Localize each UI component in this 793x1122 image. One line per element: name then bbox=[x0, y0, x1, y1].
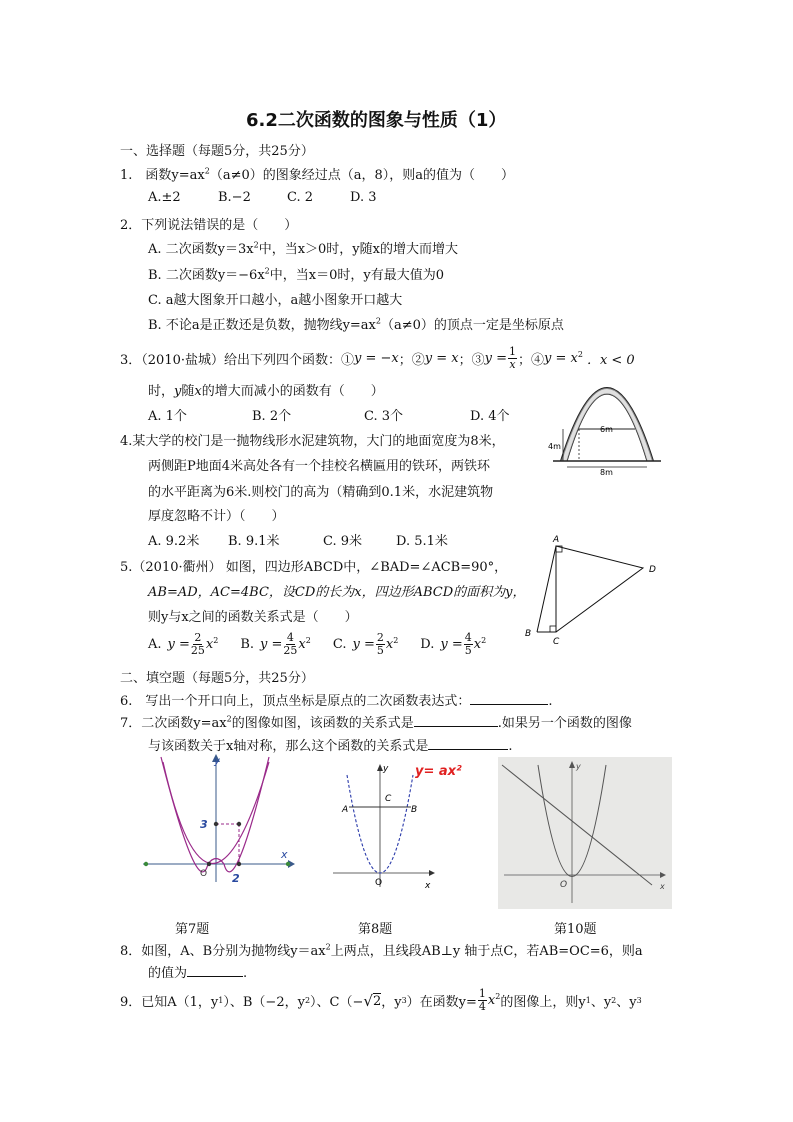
q5-option-letter: A. bbox=[148, 637, 162, 652]
q2-option-c: C. a越大图象开口越小，a越小图象开口越大 bbox=[148, 293, 403, 308]
q1-stem: 1. 函数y=ax bbox=[120, 168, 205, 183]
question-3 bbox=[120, 346, 635, 371]
q4-line-3: 的水平距离为6米.则校门的高为（精确到0.1米，水泥建筑物 bbox=[148, 485, 494, 500]
q2-a-text: A. 二次函数y＝3x bbox=[148, 242, 254, 257]
sqrt-icon: √ bbox=[363, 991, 373, 1010]
q5-frac-num: 4 bbox=[286, 631, 294, 644]
q5-option-letter: C. bbox=[332, 637, 347, 652]
q3-fraction bbox=[508, 346, 517, 371]
fig7-x-label: x bbox=[281, 848, 288, 861]
q7-sup: 2 bbox=[226, 714, 232, 724]
q5-options bbox=[148, 632, 486, 657]
q3-option-d: D. 4个 bbox=[470, 409, 510, 424]
q2-option-b bbox=[148, 264, 444, 283]
q9-fraction bbox=[478, 988, 487, 1013]
figure-10-caption: 第10题 bbox=[554, 922, 597, 937]
figure-8-caption: 第8题 bbox=[358, 922, 393, 937]
q1-option-a: A.±2 bbox=[148, 190, 181, 205]
question-9 bbox=[120, 988, 642, 1013]
q9-text: 的图像上，则y bbox=[500, 995, 586, 1010]
q5-label-d: D bbox=[649, 565, 656, 575]
q9-frac-num: 1 bbox=[478, 987, 486, 1000]
q5-option-x: x bbox=[385, 637, 394, 652]
q3-text: ；② bbox=[398, 353, 425, 368]
q5-frac-den: 25 bbox=[190, 644, 205, 657]
q2-d-text: B. 不论a是正数还是负数，抛物线y=ax bbox=[148, 318, 376, 333]
q1-option-d: D. 3 bbox=[350, 190, 377, 205]
q3-text: 时， bbox=[148, 384, 175, 399]
q9-sub: 3 bbox=[401, 996, 407, 1005]
q3-func-3: y = bbox=[484, 351, 507, 366]
q9-sub: 1 bbox=[585, 996, 591, 1005]
question-6: 6. 写出一个开口向上，顶点坐标是原点的二次函数表达式： . bbox=[120, 690, 553, 709]
q5-frac-num: 2 bbox=[194, 631, 202, 644]
q8-text: 的值为 bbox=[148, 966, 188, 981]
q1-sup: 2 bbox=[204, 166, 210, 176]
q6-answer-blank[interactable] bbox=[470, 691, 548, 705]
question-7 bbox=[120, 712, 632, 731]
figure-7-caption: 第7题 bbox=[175, 922, 210, 937]
q4-option-b: B. 9.1米 bbox=[228, 534, 280, 549]
figure-10-graph bbox=[498, 757, 672, 909]
q2-d-text: （a≠0）的顶点一定是坐标原点 bbox=[380, 318, 564, 333]
q4-label-top: 6m bbox=[600, 425, 613, 434]
q6-text: 6. 写出一个开口向上，顶点坐标是原点的二次函数表达式： bbox=[120, 694, 471, 709]
fig8-label-c: C bbox=[385, 794, 392, 804]
page-title: 6.2二次函数的图象与性质（1） bbox=[246, 110, 507, 131]
q5-option-y: y = bbox=[167, 637, 190, 652]
q9-sub: 3 bbox=[636, 996, 642, 1005]
q1-option-b: B.−2 bbox=[218, 190, 251, 205]
fig7-tick-y: 3 bbox=[200, 818, 208, 831]
q7-text: .如果另一个函数的图像 bbox=[497, 716, 632, 731]
q5-option-y: y = bbox=[440, 637, 463, 652]
q4-line-4: 厚度忽略不计）（ ） bbox=[148, 509, 285, 524]
q5-sup: 2 bbox=[481, 636, 487, 645]
q9-text: 、y bbox=[590, 995, 612, 1010]
q2-b-text: 中，当x＝0时，y有最大值为0 bbox=[269, 268, 444, 283]
question-2: 2．下列说法错误的是（ ） bbox=[120, 218, 298, 233]
section-heading: 二、填空题（每题5分，共25分） bbox=[120, 671, 314, 686]
q7-answer-blank-2[interactable] bbox=[428, 736, 508, 750]
fig8-label-a: A bbox=[342, 805, 349, 815]
q5-line-3: 则y与x之间的函数关系式是（ ） bbox=[148, 610, 358, 625]
q3-option-c: C. 3个 bbox=[364, 409, 404, 424]
q5-sup: 2 bbox=[393, 636, 399, 645]
q9-var: x bbox=[487, 993, 496, 1008]
q8-answer-blank[interactable] bbox=[187, 963, 243, 977]
q5-option-y: y = bbox=[260, 637, 283, 652]
q3-line2 bbox=[148, 380, 384, 399]
q5-option-c-frac bbox=[376, 632, 385, 657]
q3-text: 的增大而减小的函数有（ ） bbox=[201, 384, 384, 399]
fig8-origin-label: O bbox=[375, 878, 383, 888]
q1-stem: （a≠0）的图象经过点（a，8），则a的值为（ ） bbox=[209, 168, 515, 183]
q5-frac-num: 4 bbox=[464, 631, 472, 644]
q5-option-x: x bbox=[205, 637, 214, 652]
q2-sup: 2 bbox=[375, 316, 381, 326]
fig10-y-label: y bbox=[576, 762, 581, 771]
q5-frac-den: 5 bbox=[376, 644, 384, 657]
q9-text: ）在函数y= bbox=[406, 995, 477, 1010]
q9-frac-den: 4 bbox=[478, 1000, 486, 1013]
fig7-tick-x: 2 bbox=[232, 872, 240, 885]
fig10-x-label: x bbox=[660, 882, 665, 891]
q2-sup: 2 bbox=[253, 240, 259, 250]
q9-sup: 2 bbox=[495, 992, 501, 1001]
q3-text: ；④ bbox=[517, 353, 544, 368]
q5-option-x: x bbox=[298, 637, 306, 652]
q7-answer-blank-1[interactable] bbox=[414, 713, 498, 727]
q9-sub: 2 bbox=[304, 996, 311, 1005]
q9-sqrt-value: 2 bbox=[372, 993, 382, 1009]
q4-option-d: D. 5.1米 bbox=[396, 534, 448, 549]
q9-sub: 2 bbox=[611, 996, 617, 1005]
q8-sup: 2 bbox=[325, 942, 331, 952]
q5-option-x: x bbox=[473, 637, 482, 652]
q5-sup: 2 bbox=[213, 636, 219, 645]
q9-text: 、y bbox=[616, 995, 637, 1010]
q2-b-text: B. 二次函数y＝−6x bbox=[148, 268, 265, 283]
q9-text: ，y bbox=[381, 995, 402, 1010]
question-8 bbox=[120, 940, 643, 959]
q7-text: 7．二次函数y=ax bbox=[120, 716, 227, 731]
q3-text: ；③ bbox=[458, 353, 485, 368]
q4-line-2: 两侧距P地面4米高处各有一个挂校名横匾用的铁环，两铁环 bbox=[148, 459, 491, 474]
fig7-y-label: y bbox=[214, 756, 220, 767]
question-1 bbox=[120, 164, 514, 183]
q5-sup: 2 bbox=[305, 636, 311, 645]
q4-label-side: 4m bbox=[548, 442, 561, 451]
q2-option-d bbox=[148, 314, 564, 333]
q4-option-a: A. 9.2米 bbox=[148, 534, 200, 549]
q5-option-b-frac bbox=[283, 632, 297, 657]
q4-gate-figure bbox=[545, 385, 670, 480]
q8-line-2: 的值为 . bbox=[148, 962, 247, 981]
q5-quadrilateral-figure bbox=[515, 530, 665, 650]
q3-text: 随 bbox=[181, 384, 195, 399]
q1-option-c: C. 2 bbox=[287, 190, 314, 205]
q5-label-c: C bbox=[553, 637, 560, 647]
q8-text: 8．如图，A、B分别为抛物线y＝ax bbox=[120, 944, 326, 959]
q9-sub: 1 bbox=[218, 996, 224, 1005]
q5-line-2: AB=AD，AC=4BC，设CD的长为x，四边形ABCD的面积为y， bbox=[148, 585, 526, 600]
q3-text: 3．（2010·盐城）给出下列四个函数：① bbox=[120, 353, 354, 368]
section-heading: 一、选择题（每题5分，共25分） bbox=[120, 144, 314, 159]
q5-line-1: 5.（2010·衢州） 如图，四边形ABCD中，∠BAD=∠ACB=90°， bbox=[120, 560, 508, 575]
fig7-origin-label: O bbox=[200, 869, 208, 879]
q3-var: x bbox=[194, 384, 202, 399]
q3-frac-num: 1 bbox=[508, 345, 516, 358]
q4-option-c: C. 9米 bbox=[323, 534, 363, 549]
q4-label-bottom: 8m bbox=[600, 468, 613, 477]
q5-frac-den: 5 bbox=[464, 644, 472, 657]
q2-a-text: 中，当x＞0时，y随x的增大而增大 bbox=[258, 242, 458, 257]
q3-sup: 2 bbox=[577, 350, 583, 359]
fig8-equation: y= ax² bbox=[415, 764, 462, 779]
q3-var: y bbox=[174, 384, 182, 399]
q5-option-a-frac bbox=[191, 632, 205, 657]
q3-func-2: y = x bbox=[424, 351, 459, 366]
q3-option-b: B. 2个 bbox=[252, 409, 292, 424]
fig10-origin-label: O bbox=[560, 880, 568, 890]
q3-frac-den: x bbox=[509, 358, 516, 371]
q3-func-1: y = −x bbox=[354, 351, 399, 366]
q2-sup: 2 bbox=[264, 266, 270, 276]
q5-option-letter: B. bbox=[240, 637, 255, 652]
q9-text: 9．已知A（1，y bbox=[120, 995, 219, 1010]
q5-label-a: A bbox=[553, 535, 560, 545]
fig8-label-b: B bbox=[411, 805, 418, 815]
q2-option-a bbox=[148, 238, 458, 257]
q5-label-b: B bbox=[525, 629, 532, 639]
fig8-y-label: y bbox=[383, 764, 389, 774]
q7-text: 的图像如图，该函数的关系式是 bbox=[231, 716, 414, 731]
q9-text: ）、C（− bbox=[310, 995, 364, 1010]
q5-option-letter: D. bbox=[420, 637, 435, 652]
q5-frac-num: 2 bbox=[376, 631, 384, 644]
q5-option-y: y = bbox=[352, 637, 375, 652]
q7-line-2: 与该函数关于x轴对称，那么这个函数的关系式是 . bbox=[148, 735, 512, 754]
q3-option-a: A. 1个 bbox=[148, 409, 187, 424]
q9-text: ）、B（−2，y bbox=[223, 995, 305, 1010]
q3-condition: ．x < 0 bbox=[586, 353, 635, 368]
q5-frac-den: 25 bbox=[283, 644, 298, 657]
q5-option-d-frac bbox=[464, 632, 473, 657]
figure-7-graph bbox=[138, 752, 298, 887]
q3-func-4: y = x bbox=[544, 351, 578, 366]
q8-text: 上两点，且线段AB⊥y 轴于点C，若AB=OC=6，则a bbox=[330, 944, 643, 959]
figure-8-graph bbox=[325, 755, 465, 895]
q4-line-1: 4.某大学的校门是一抛物线形水泥建筑物，大门的地面宽度为8米， bbox=[120, 434, 505, 449]
q7-text: 与该函数关于x轴对称，那么这个函数的关系式是 bbox=[148, 739, 429, 754]
fig8-x-label: x bbox=[425, 881, 431, 891]
